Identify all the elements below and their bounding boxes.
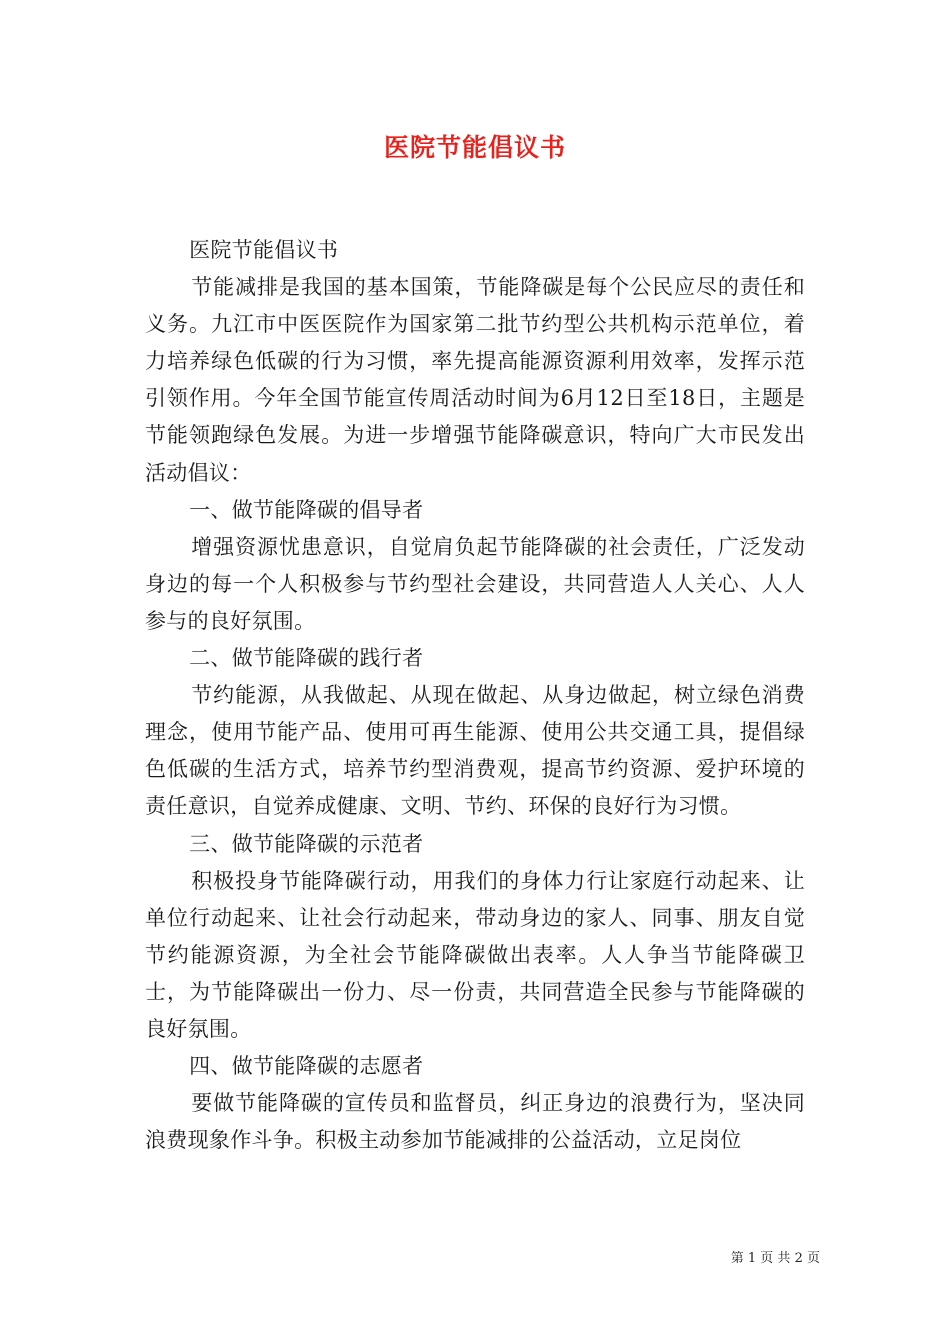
section-heading-1: 一、做节能降碳的倡导者 (189, 497, 424, 522)
paragraph-heading: 医院节能倡议书 (189, 238, 339, 262)
document-body (145, 232, 805, 1159)
current-page-number: 1 (747, 1251, 757, 1266)
section-heading-4: 四、做节能降碳的志愿者 (189, 1054, 424, 1079)
section-body-1: 增强资源忧患意识，自觉肩负起节能降碳的社会责任，广泛发动身边的每一个人积极参与节约型社会建设，共同营造人人关心、人人参与的良好氛围。 (145, 534, 805, 633)
page-label-mid: 页 共 (760, 1251, 791, 1266)
section-body-2: 节约能源，从我做起、从现在做起、从身边做起，树立绿色消费理念，使用节能产品、使用可再生能源、使用公共交通工具，提倡绿色低碳的生活方式，培养节约型消费观，提高节约资源、爱护环境的责任意识，自觉养成健康、文明、节约、环保的良好行为习惯。 (145, 683, 805, 819)
section-heading-2: 二、做节能降碳的践行者 (189, 646, 424, 671)
page-label-suffix: 页 (806, 1251, 820, 1266)
page-footer (0, 1247, 820, 1266)
total-page-number: 2 (794, 1251, 803, 1266)
page-label-prefix: 第 (730, 1251, 744, 1266)
paragraph-intro: 节能减排是我国的基本国策，节能降碳是每个公民应尽的责任和义务。九江市中医医院作为国家第二批节约型公共机构示范单位，着力培养绿色低碳的行为习惯，率先提高能源资源利用效率，发挥示范引领作用。今年全国节能宣传周活动时间为6月12日至18日，主题是节能领跑绿色发展。为进一步增强节能降碳意识，特向广大市民发出活动倡议： (145, 275, 805, 485)
section-heading-3: 三、做节能降碳的示范者 (189, 831, 424, 856)
section-body-4: 要做节能降碳的宣传员和监督员，纠正身边的浪费行为，坚决同浪费现象作斗争。积极主动参加节能减排的公益活动，立足岗位 (145, 1091, 805, 1153)
section-body-3: 积极投身节能降碳行动，用我们的身体力行让家庭行动起来、让单位行动起来、让社会行动起来，带动身边的家人、同事、朋友自觉节约能源资源，为全社会节能降碳做出表率。人人争当节能降碳卫士，为节能降碳出一份力、尽一份责，共同营造全民参与节能降碳的良好氛围。 (145, 868, 805, 1041)
document-title: 医院节能倡议书 (383, 133, 566, 162)
